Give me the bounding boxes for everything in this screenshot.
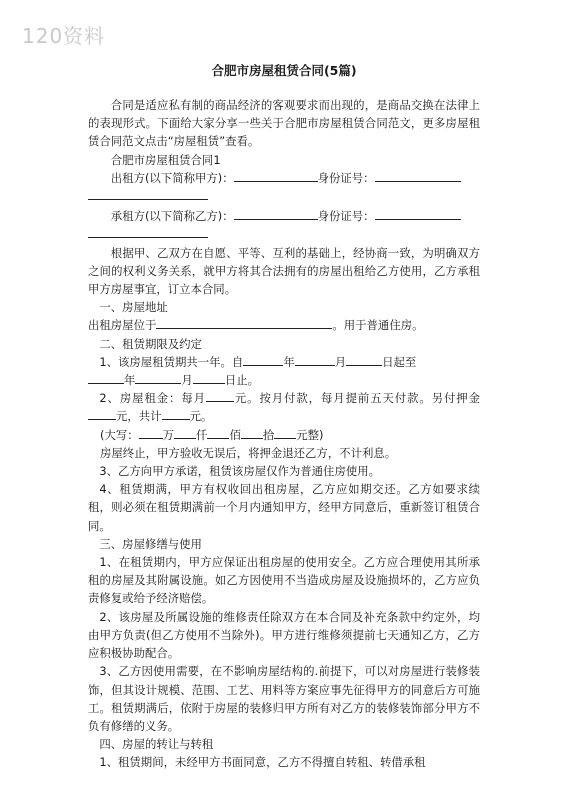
year-label: 年 <box>283 354 295 369</box>
lessee-id-blank <box>375 207 461 220</box>
term-item-4: 4、租赁期满，甲方有权收回出租房屋，乙方应如期交还。乙方如要求续租，则必须在租赁期满前一个月内通知甲方，经甲方同意后，重新签订租赁合同。 <box>88 482 480 533</box>
end-year-label: 年 <box>124 373 136 388</box>
transfer-item-1: 1、租赁期间，未经甲方书面同意，乙方不得擅自转租、转借承租 <box>99 755 426 770</box>
term-end-line <box>88 371 480 389</box>
lessee-label: 承租方(以下简称乙方)： <box>110 209 234 224</box>
day-from-label: 日起至 <box>382 354 417 369</box>
lessor-id-continuation <box>88 187 480 205</box>
address-blank <box>156 316 332 329</box>
document-title: 合肥市房屋租赁合同(5篇) <box>211 63 357 78</box>
address-suffix: 。用于普通住房。 <box>332 318 424 333</box>
bai-blank <box>207 426 229 439</box>
start-month-blank <box>295 353 335 366</box>
section-1-heading: 一、房屋地址 <box>99 300 168 315</box>
qian-label: 仟 <box>196 427 208 442</box>
rent-text-d: 元。 <box>189 409 213 424</box>
shi-blank <box>241 426 263 439</box>
deposit-return-text: 房屋终止，甲方验收无误后，将押金退还乙方，不计利息。 <box>100 445 397 460</box>
total-blank <box>162 407 190 420</box>
end-day-blank <box>193 371 225 384</box>
document-body <box>88 62 480 772</box>
term-line <box>88 353 480 371</box>
repair-item-3: 3、乙方因使用需要，在不影响房屋结构的.前提下，可以对房屋进行装修装饰，但其设计规模、范围、工艺、用料等方案应事先征得甲方的同意后方可施工。租赁期满后，依附于房屋的装修归甲方所有对乙方的装修装饰部分甲方不负有修缮的义务。 <box>88 664 480 733</box>
lessor-name-blank <box>234 169 318 182</box>
lessor-label: 出租方(以下简称甲方)： <box>110 170 234 185</box>
uppercase-amount-line <box>88 426 480 444</box>
watermark-logo: 120资料 <box>22 24 106 48</box>
end-month-label: 月 <box>181 373 193 388</box>
term-text: 1、该房屋租赁期共一年。自 <box>99 354 244 369</box>
section-2-heading: 二、租赁期限及约定 <box>99 336 202 351</box>
day-end-label: 日止。 <box>224 373 259 388</box>
shi-label: 拾 <box>262 427 275 442</box>
yuan-blank <box>274 426 296 439</box>
lessor-line <box>88 169 480 187</box>
lessor-id-label: 身份证号： <box>317 170 375 185</box>
intro-paragraph: 合同是适应私有制的商品经济的客观要求而出现的，是商品交换在法律上的表现形式。下面给大家分享一些关于合肥市房屋租赁合同范文，更多房屋租赁合同范文点击“房屋租赁”查看。 <box>88 98 480 149</box>
contract-heading: 合肥市房屋租赁合同1 <box>110 152 221 167</box>
repair-item-2: 2、该房屋及所属设施的维修责任除双方在本合同及补充条款中约定外，均由甲方负责(但乙方使用不当除外)。甲方进行维修须提前七天通知乙方，乙方应积极协助配合。 <box>88 609 480 661</box>
start-year-blank <box>243 353 283 366</box>
daxie-open: (大写： <box>100 427 139 442</box>
bai-label: 佰 <box>229 427 241 442</box>
section-4-heading: 四、房屋的转让与转租 <box>99 737 214 752</box>
monthly-rent-blank <box>206 389 234 402</box>
wan-blank <box>139 426 163 439</box>
section-3-heading: 三、房屋修缮与使用 <box>99 536 202 551</box>
address-prefix: 出租房屋位于 <box>88 318 157 333</box>
lessor-id-blank-2 <box>88 187 208 200</box>
end-year-blank <box>88 371 124 384</box>
rent-text-b: 元。按月付款，每月提前五天付款。另付押金 <box>233 391 480 406</box>
month-label: 月 <box>334 354 347 369</box>
preamble-paragraph: 根据甲、乙双方在自愿、平等、互利的基础上，经协商一致，为明确双方之间的权利义务关系，就甲方将其合法拥有的房屋出租给乙方使用，乙方承租甲方房屋事宜，订立本合同。 <box>88 245 480 297</box>
lessee-line <box>88 207 480 225</box>
lessor-id-blank <box>375 169 461 182</box>
end-month-blank <box>135 371 181 384</box>
address-line <box>88 316 480 334</box>
yuan-close: 元整) <box>296 427 324 442</box>
lessee-id-label: 身份证号： <box>317 209 375 224</box>
lessee-id-continuation <box>88 225 480 243</box>
wan-label: 万 <box>162 427 175 442</box>
rent-text-c: 元，共计 <box>116 409 162 424</box>
rent-text-a: 2、房屋租金：每月 <box>99 391 206 406</box>
term-item-3: 3、乙方向甲方承诺，租赁该房屋仅作为普通住房使用。 <box>99 464 381 479</box>
rent-paragraph <box>88 389 480 425</box>
lessee-name-blank <box>234 207 318 220</box>
qian-blank <box>174 426 196 439</box>
start-day-blank <box>346 353 382 366</box>
deposit-blank <box>88 407 116 420</box>
lessee-id-blank-2 <box>88 225 208 238</box>
repair-item-1: 1、在租赁期内，甲方应保证出租房屋的使用安全。乙方应合理使用其所承租的房屋及其附属设施。如乙方因使用不当造成房屋及设施损坏的，乙方应负责修复或给予经济赔偿。 <box>88 555 480 606</box>
